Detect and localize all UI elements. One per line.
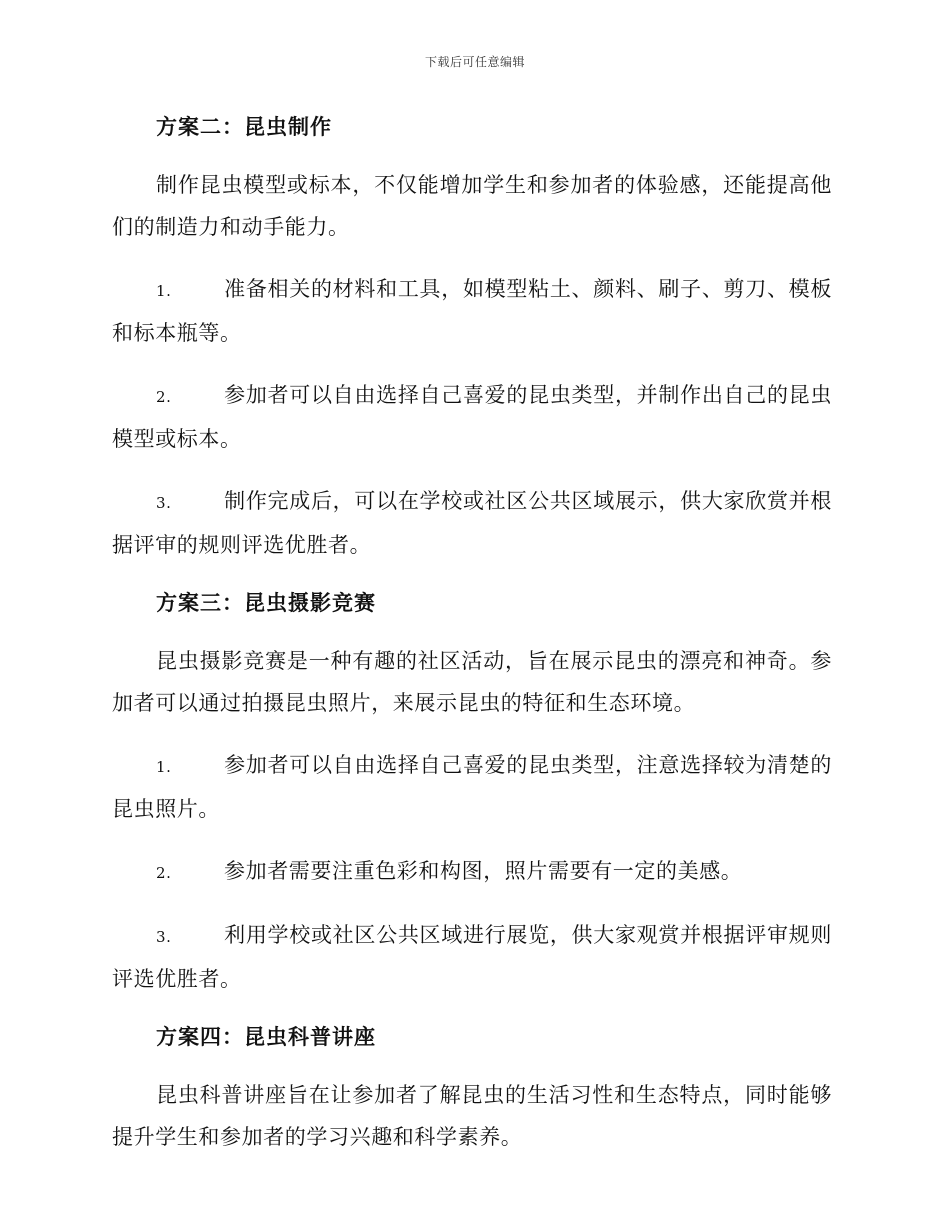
list-item xyxy=(112,744,832,830)
list-item-text: 利用学校或社区公共区域进行展览，供大家观赏并根据评审规则评选优胜者。 xyxy=(112,923,832,991)
list-item xyxy=(112,268,832,354)
list-item xyxy=(112,850,832,894)
section-intro: 昆虫科普讲座旨在让参加者了解昆虫的生活习性和生态特点，同时能够提升学生和参加者的学习兴趣和科学素养。 xyxy=(112,1083,832,1149)
section-heading: 方案四：昆虫科普讲座 xyxy=(156,1024,376,1049)
header-note: 下载后可任意编辑 xyxy=(424,55,525,69)
list-item-text: 参加者需要注重色彩和构图，照片需要有一定的美感。 xyxy=(224,859,743,883)
list-item xyxy=(112,914,832,1000)
section-heading: 方案二：昆虫制作 xyxy=(156,114,332,139)
document-body xyxy=(112,110,832,1178)
list-item xyxy=(112,374,832,460)
list-item xyxy=(112,480,832,566)
list-item-number: 1. xyxy=(156,758,172,776)
list-item-number: 3. xyxy=(156,494,172,512)
list-item-text: 准备相关的材料和工具，如模型粘土、颜料、刷子、剪刀、模板和标本瓶等。 xyxy=(112,277,832,345)
list-item-number: 2. xyxy=(156,864,172,882)
list-item-text: 参加者可以自由选择自己喜爱的昆虫类型，注意选择较为清楚的昆虫照片。 xyxy=(112,753,832,821)
list-item-text: 参加者可以自由选择自己喜爱的昆虫类型，并制作出自己的昆虫模型或标本。 xyxy=(112,383,832,451)
list-item-number: 1. xyxy=(156,282,172,300)
section-intro: 制作昆虫模型或标本，不仅能增加学生和参加者的体验感，还能提高他们的制造力和动手能力。 xyxy=(112,173,832,239)
list-item-number: 3. xyxy=(156,928,172,946)
section-heading: 方案三：昆虫摄影竞赛 xyxy=(156,590,376,615)
list-item-number: 2. xyxy=(156,388,172,406)
section-intro: 昆虫摄影竞赛是一种有趣的社区活动，旨在展示昆虫的漂亮和神奇。参加者可以通过拍摄昆虫照片，来展示昆虫的特征和生态环境。 xyxy=(112,649,832,715)
list-item-text: 制作完成后，可以在学校或社区公共区域展示，供大家欣赏并根据评审的规则评选优胜者。 xyxy=(112,489,832,557)
